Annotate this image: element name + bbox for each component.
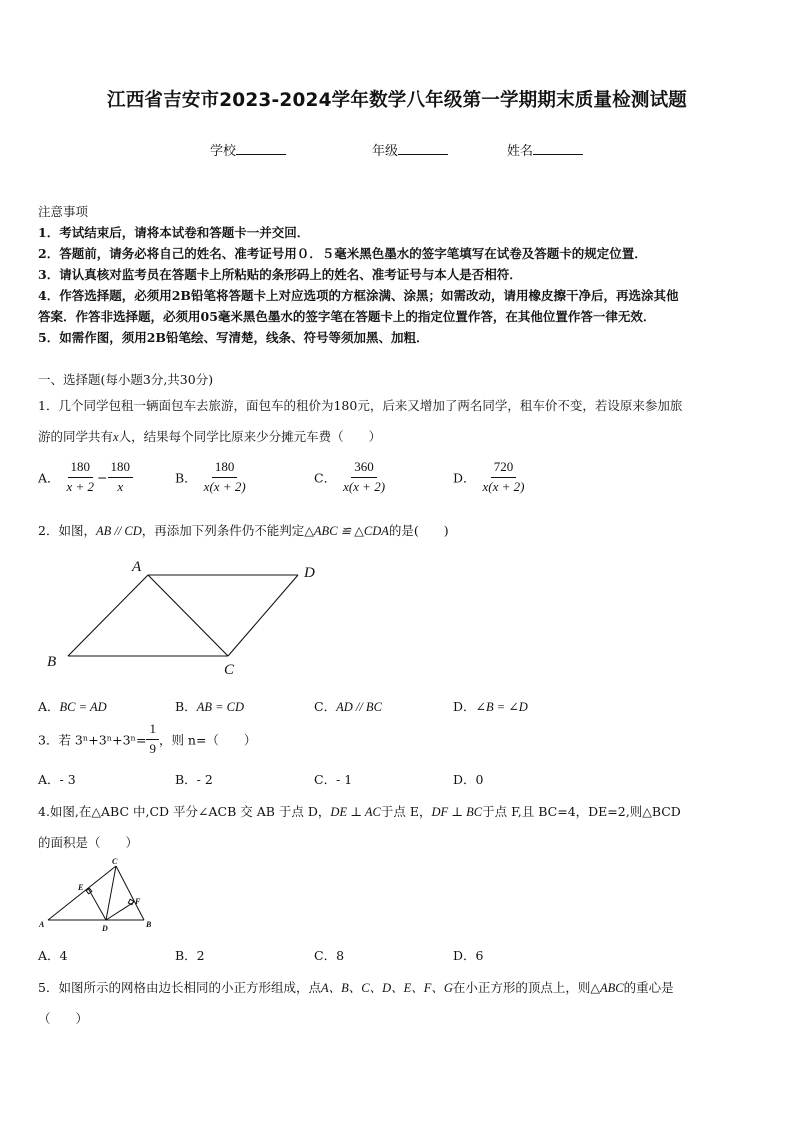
q3-option-a[interactable]: A．- 3 <box>38 772 76 787</box>
q2-option-c[interactable]: C．AD // BC <box>314 699 382 714</box>
label-d: D <box>304 565 315 581</box>
name-blank[interactable] <box>533 142 583 155</box>
name-label: 姓名 <box>507 144 534 159</box>
segment-df <box>106 902 134 920</box>
right-angle-f <box>128 899 133 904</box>
q3-option-d[interactable]: D．0 <box>453 772 484 787</box>
label-b: B <box>146 920 152 929</box>
q1-line2: 游的同学共有x人，结果每个同学比原来少分摊元车费（ ） <box>38 429 382 444</box>
label-d: D <box>102 924 108 933</box>
label-f: F <box>135 897 141 906</box>
school-blank[interactable] <box>236 142 286 155</box>
note-item: 4．作答选择题，必须用2B铅笔将答题卡上对应选项的方框涂满、涂黑；如需改动，请用橡皮擦干净后，再选涂其他 <box>38 288 679 303</box>
note-item: 1．考试结束后，请将本试卷和答题卡一并交回． <box>38 225 310 240</box>
q4-line2: 的面积是（ ） <box>38 835 139 850</box>
note-item: 5．如需作图，须用2B铅笔绘、写清楚，线条、符号等须加黑、加粗． <box>38 330 429 345</box>
segment-ab <box>68 575 148 656</box>
page-title: 江西省吉安市2023-2024学年数学八年级第一学期期末质量检测试题 <box>107 90 687 111</box>
q2-option-b[interactable]: B．AB = CD <box>175 699 245 714</box>
q1-option-a[interactable]: A． $\frac{180}{x + 2}$ − $\frac{180}{x}$ <box>38 460 133 495</box>
q2-stem: 2．如图，AB // CD，再添加下列条件仍不能判定△ABC ≌ △CDA的是( ) <box>38 523 449 538</box>
q3-stem: 3．若 3ⁿ+3ⁿ+3ⁿ= $\frac{1}{9}$ ，则 n=（ ） <box>38 721 257 756</box>
school-label: 学校 <box>210 144 237 159</box>
note-item: 2．答题前，请务必将自己的姓名、准考证号用０．５毫米黑色墨水的签字笔填写在试卷及答题卡的规定位置． <box>38 246 647 261</box>
q1-option-d[interactable]: D． $\frac{720}{x(x + 2)}$ <box>453 459 525 494</box>
note-item: 3．请认真核对监考员在答题卡上所粘贴的条形码上的姓名、准考证号与本人是否相符． <box>38 267 522 282</box>
q4-option-b[interactable]: B．2 <box>175 948 205 963</box>
q2-option-a[interactable]: A．BC = AD <box>38 699 107 714</box>
school-field[interactable] <box>210 140 286 159</box>
q1-line1: 1．几个同学包租一辆面包车去旅游，面包车的租价为180元，后来又增加了两名同学，租车价不变，若设原来参加旅 <box>38 398 683 413</box>
grade-blank[interactable] <box>398 142 448 155</box>
q2-option-d[interactable]: D．∠B = ∠D <box>453 699 528 714</box>
q1-option-b[interactable]: B． $\frac{180}{x(x + 2)}$ <box>175 459 246 494</box>
name-field[interactable] <box>507 140 583 159</box>
q4-figure <box>36 856 161 936</box>
note-item: 答案．作答非选择题，必须用05毫米黑色墨水的签字笔在答题卡上的指定位置作答，在其他位置作答一律无效． <box>38 309 656 324</box>
grade-label: 年级 <box>372 144 399 159</box>
segment-ac <box>148 575 228 656</box>
q2-figure <box>40 555 330 680</box>
segment-bc <box>116 866 144 920</box>
segment-ac <box>48 866 116 920</box>
segment-cd <box>106 866 116 920</box>
label-a: A <box>39 920 45 929</box>
label-a: A <box>132 559 142 575</box>
label-b: B <box>47 654 57 670</box>
q4-option-a[interactable]: A．4 <box>38 948 68 963</box>
q4-line1: 4.如图,在△ABC 中,CD 平分∠ACB 交 AB 于点 D，DE ⊥ AC于点 E，DF ⊥ BC于点 F,且 BC=4，DE=2,则△BCD <box>38 804 681 819</box>
q5-line1: 5．如图所示的网格由边长相同的小正方形组成，点A、B、C、D、E、F、G在小正方形的顶点上，则△ABC的重心是 <box>38 980 674 995</box>
q3-option-b[interactable]: B．- 2 <box>175 772 213 787</box>
label-e: E <box>78 883 84 892</box>
label-c: C <box>224 662 235 678</box>
q3-option-c[interactable]: C．- 1 <box>314 772 353 787</box>
q4-option-d[interactable]: D．6 <box>453 948 484 963</box>
section-heading: 一、选择题(每小题3分,共30分) <box>38 372 214 387</box>
q4-option-c[interactable]: C．8 <box>314 948 345 963</box>
label-c: C <box>112 857 118 866</box>
q5-line2: （ ） <box>38 1011 89 1026</box>
notes-heading: 注意事项 <box>38 204 89 219</box>
segment-cd <box>228 575 298 656</box>
grade-field[interactable] <box>372 140 448 159</box>
q1-option-c[interactable]: C． $\frac{360}{x(x + 2)}$ <box>314 459 386 494</box>
